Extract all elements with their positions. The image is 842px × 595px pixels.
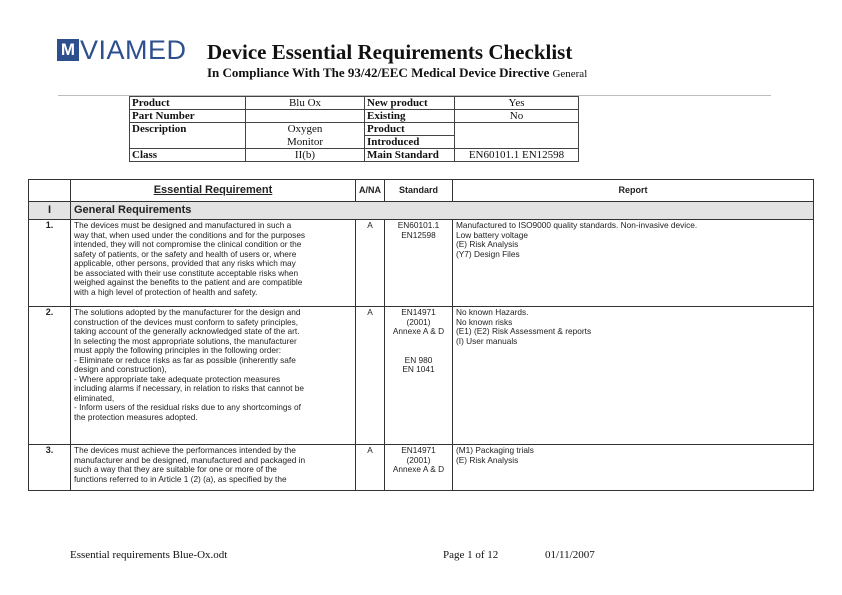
- product-label: Product: [130, 97, 246, 110]
- viamed-logo: [57, 37, 187, 63]
- cell-line: way that, when used under the conditions and for the purposes: [74, 229, 306, 240]
- cell-line: be associated with their use constitute acceptable risks when: [74, 267, 299, 278]
- existing-label: Existing: [365, 110, 455, 123]
- table-row: [29, 445, 814, 491]
- cell-line: (M1) Packaging trials: [456, 445, 534, 455]
- cell-line: (E) Risk Analysis: [456, 239, 519, 249]
- header-standard: Standard: [385, 180, 453, 202]
- cell-line: (I) User manuals: [456, 335, 518, 346]
- cell-line: with a high level of protection of health and safety.: [74, 286, 258, 297]
- footer-page-number: Page 1 of 12: [443, 549, 499, 561]
- standard-value: [385, 445, 453, 491]
- product-info-row: [130, 110, 579, 123]
- cell-line: Low battery voltage: [456, 229, 528, 240]
- requirements-table: [28, 179, 814, 491]
- report-value: [453, 220, 814, 307]
- cell-line: - Where appropriate take adequate protection measures: [74, 373, 281, 384]
- main-standard-value: EN60101.1 EN12598: [455, 149, 579, 162]
- standard-value: [385, 220, 453, 307]
- cell-line: EN60101.1: [397, 220, 440, 230]
- requirement-text: [71, 307, 356, 445]
- cell-line: intended, they will not compromise the clinical condition or the: [74, 239, 302, 249]
- cell-line: manufacturer and be designed, manufactured and packaged in: [74, 454, 306, 465]
- subtitle-tag: General: [552, 68, 588, 80]
- description-label: Description: [130, 123, 246, 136]
- cell-line: [388, 337, 449, 347]
- cell-line: safety of patients, or the safety and health of users or, where: [74, 248, 297, 259]
- section-number: I: [29, 202, 71, 220]
- report-value: [453, 307, 814, 445]
- header-ana: A/NA: [356, 180, 385, 202]
- cell-line: design and construction),: [74, 364, 167, 374]
- page-subtitle: [207, 65, 587, 81]
- cell-line: EN12598: [401, 229, 436, 240]
- cell-line: weighed against the benefits to the patient and are compatible: [74, 277, 303, 287]
- product-introduced-value: [455, 123, 579, 136]
- section-row: [29, 202, 814, 220]
- product-info-row: [130, 136, 579, 149]
- header-num: [29, 180, 71, 202]
- cell-line: including alarms if necessary, in relation to risks that cannot be: [74, 383, 304, 393]
- existing-value: No: [455, 110, 579, 123]
- product-info-row: [130, 97, 579, 110]
- logo-text: VIAMED: [80, 35, 187, 65]
- part-number-label: Part Number: [130, 110, 246, 123]
- cell-line: EN14971: [401, 307, 436, 317]
- class-value: II(b): [246, 149, 365, 162]
- cell-line: - Inform users of the residual risks due to any shortcomings of: [74, 402, 301, 412]
- cell-line: (2001): [406, 454, 431, 465]
- cell-line: functions referred to in Article 1 (2) (a), as specified by the: [74, 473, 287, 484]
- product-introduced-label: Product: [365, 123, 455, 136]
- cell-line: Manufactured to ISO9000 quality standards. Non-invasive device.: [456, 220, 698, 230]
- product-info-row: [130, 149, 579, 162]
- header-essential-requirement: Essential Requirement: [71, 180, 356, 202]
- standard-value: [385, 307, 453, 445]
- logo-mark: M: [57, 39, 79, 61]
- main-standard-label: Main Standard: [365, 149, 455, 162]
- cell-line: construction of the devices must conform to safety principles,: [74, 316, 299, 327]
- class-label: Class: [130, 149, 246, 162]
- cell-line: EN 1041: [402, 364, 435, 374]
- cell-line: such a way that they are suitable for one or more of the: [74, 464, 277, 474]
- cell-line: (E1) (E2) Risk Assessment & reports: [456, 326, 592, 336]
- cell-line: Annexe A & D: [392, 326, 445, 336]
- cell-line: (Y7) Design Files: [456, 248, 520, 259]
- description-value-cont: Monitor: [246, 136, 365, 149]
- table-header-row: [29, 180, 814, 202]
- footer-filename: Essential requirements Blue-Ox.odt: [70, 549, 228, 561]
- cell-line: EN 980: [404, 354, 433, 365]
- ana-value: A: [356, 307, 385, 445]
- cell-line: the protection measures adopted.: [74, 411, 198, 422]
- report-value: [453, 445, 814, 491]
- new-product-label: New product: [365, 97, 455, 110]
- cell-line: No known risks: [456, 316, 513, 327]
- section-title: General Requirements: [71, 202, 814, 220]
- footer-date: 01/11/2007: [545, 549, 595, 561]
- page-title: Device Essential Requirements Checklist: [207, 40, 573, 64]
- table-row: [29, 307, 814, 445]
- cell-line: In selecting the most appropriate solutions, the manufacturer: [74, 335, 297, 346]
- description-value: Oxygen: [246, 123, 365, 136]
- cell-line: No known Hazards.: [456, 307, 529, 317]
- new-product-value: Yes: [455, 97, 579, 110]
- product-value: Blu Ox: [246, 97, 365, 110]
- introduced-value: [455, 136, 579, 149]
- ana-value: A: [356, 445, 385, 491]
- cell-line: The devices must be designed and manufactured in such a: [74, 220, 292, 230]
- description-label-cont: [130, 136, 246, 149]
- cell-line: The devices must achieve the performances intended by the: [74, 445, 296, 455]
- requirement-text: [71, 445, 356, 491]
- cell-line: Annexe A & D: [392, 464, 445, 474]
- part-number-value: [246, 110, 365, 123]
- cell-line: (E) Risk Analysis: [456, 454, 519, 465]
- cell-line: (2001): [406, 316, 431, 327]
- row-number: 2.: [29, 307, 71, 445]
- cell-line: eliminated,: [74, 392, 115, 403]
- header-report: Report: [453, 180, 814, 202]
- subtitle-text: In Compliance With The 93/42/EEC Medical Device Directive: [207, 65, 550, 80]
- ana-value: A: [356, 220, 385, 307]
- row-number: 3.: [29, 445, 71, 491]
- cell-line: - Eliminate or reduce risks as far as possible (inherently safe: [74, 354, 296, 365]
- cell-line: must apply the following principles in the following order:: [74, 345, 282, 355]
- introduced-label: Introduced: [365, 136, 455, 149]
- table-row: [29, 220, 814, 307]
- cell-line: taking account of the generally acknowledged state of the art.: [74, 326, 300, 336]
- row-number: 1.: [29, 220, 71, 307]
- cell-line: applicable, other persons, provided that any risks which may: [74, 258, 296, 268]
- product-info-table: [129, 96, 579, 162]
- product-info-row: [130, 123, 579, 136]
- cell-line: The solutions adopted by the manufacturer for the design and: [74, 307, 301, 317]
- cell-line: EN14971: [401, 445, 436, 455]
- requirement-text: [71, 220, 356, 307]
